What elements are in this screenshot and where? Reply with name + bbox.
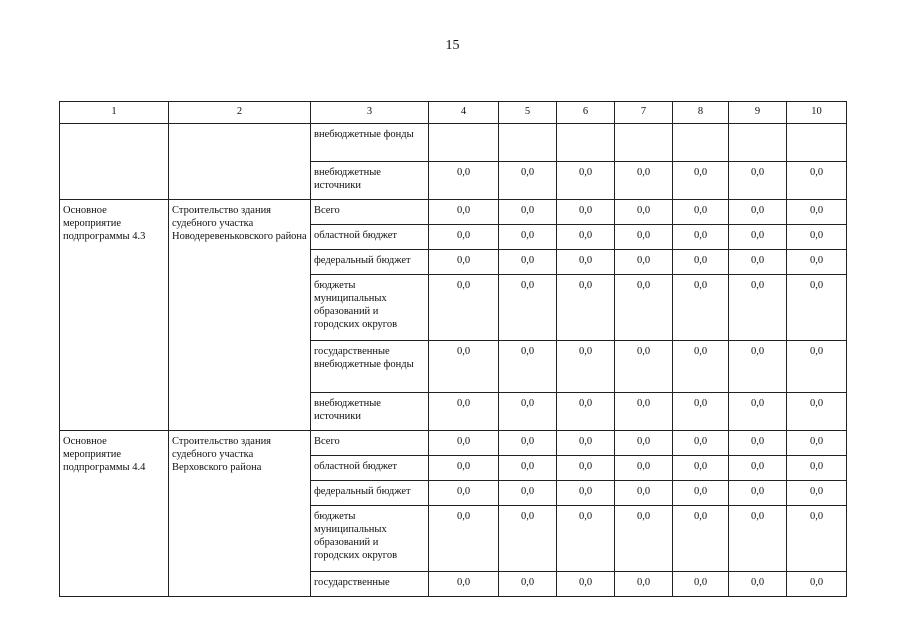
value-cell: 0,0 [787, 481, 847, 506]
table-row [60, 124, 847, 162]
measure-cell: Основное мероприятие подпрограммы 4.4 [60, 431, 169, 597]
value-cell: 0,0 [615, 481, 673, 506]
value-cell: 0,0 [673, 456, 729, 481]
value-cell: 0,0 [429, 225, 499, 250]
funding-source-cell: государственные [311, 572, 429, 597]
column-header: 8 [673, 102, 729, 124]
column-header: 9 [729, 102, 787, 124]
value-cell: 0,0 [787, 275, 847, 341]
budget-table [59, 101, 847, 597]
value-cell: 0,0 [429, 341, 499, 393]
value-cell: 0,0 [557, 393, 615, 431]
value-cell: 0,0 [499, 393, 557, 431]
value-cell: 0,0 [615, 250, 673, 275]
value-cell [499, 124, 557, 162]
value-cell: 0,0 [729, 250, 787, 275]
value-cell: 0,0 [499, 456, 557, 481]
value-cell: 0,0 [787, 250, 847, 275]
value-cell: 0,0 [557, 225, 615, 250]
funding-source-cell: областной бюджет [311, 456, 429, 481]
value-cell: 0,0 [787, 200, 847, 225]
value-cell: 0,0 [673, 393, 729, 431]
value-cell: 0,0 [557, 341, 615, 393]
header-row [60, 102, 847, 124]
column-header: 4 [429, 102, 499, 124]
value-cell [615, 124, 673, 162]
value-cell: 0,0 [615, 162, 673, 200]
column-header: 7 [615, 102, 673, 124]
value-cell: 0,0 [673, 225, 729, 250]
value-cell: 0,0 [499, 200, 557, 225]
value-cell [429, 124, 499, 162]
value-cell: 0,0 [499, 341, 557, 393]
value-cell: 0,0 [787, 572, 847, 597]
description-cell: Строительство здания судебного участка Новодеревеньковского района [169, 200, 311, 431]
value-cell: 0,0 [557, 456, 615, 481]
value-cell: 0,0 [499, 572, 557, 597]
value-cell: 0,0 [429, 572, 499, 597]
column-header: 1 [60, 102, 169, 124]
funding-source-cell: федеральный бюджет [311, 481, 429, 506]
value-cell: 0,0 [673, 162, 729, 200]
value-cell: 0,0 [787, 431, 847, 456]
value-cell: 0,0 [729, 481, 787, 506]
value-cell: 0,0 [729, 341, 787, 393]
value-cell: 0,0 [429, 456, 499, 481]
value-cell: 0,0 [615, 572, 673, 597]
value-cell: 0,0 [673, 275, 729, 341]
value-cell: 0,0 [499, 506, 557, 572]
value-cell: 0,0 [429, 275, 499, 341]
value-cell: 0,0 [429, 506, 499, 572]
value-cell [557, 124, 615, 162]
funding-source-cell: бюджеты муниципальных образований и городских округов [311, 506, 429, 572]
funding-source-cell: Всего [311, 200, 429, 225]
value-cell: 0,0 [557, 481, 615, 506]
value-cell: 0,0 [557, 431, 615, 456]
value-cell: 0,0 [673, 506, 729, 572]
value-cell: 0,0 [429, 393, 499, 431]
value-cell: 0,0 [673, 481, 729, 506]
value-cell: 0,0 [787, 393, 847, 431]
value-cell: 0,0 [615, 275, 673, 341]
value-cell: 0,0 [615, 200, 673, 225]
value-cell: 0,0 [429, 431, 499, 456]
value-cell: 0,0 [729, 572, 787, 597]
value-cell: 0,0 [729, 393, 787, 431]
value-cell: 0,0 [673, 250, 729, 275]
table-row [60, 200, 847, 225]
funding-source-cell: внебюджетные источники [311, 393, 429, 431]
value-cell: 0,0 [673, 341, 729, 393]
value-cell: 0,0 [729, 275, 787, 341]
value-cell: 0,0 [557, 506, 615, 572]
description-cell: Строительство здания судебного участка Верховского района [169, 431, 311, 597]
value-cell [673, 124, 729, 162]
value-cell: 0,0 [787, 506, 847, 572]
table-row [60, 431, 847, 456]
value-cell: 0,0 [787, 162, 847, 200]
funding-source-cell: бюджеты муниципальных образований и городских округов [311, 275, 429, 341]
value-cell [729, 124, 787, 162]
value-cell: 0,0 [615, 506, 673, 572]
value-cell: 0,0 [429, 162, 499, 200]
value-cell: 0,0 [499, 162, 557, 200]
value-cell: 0,0 [557, 250, 615, 275]
value-cell: 0,0 [787, 456, 847, 481]
funding-source-cell: внебюджетные фонды [311, 124, 429, 162]
value-cell: 0,0 [499, 275, 557, 341]
column-header: 5 [499, 102, 557, 124]
value-cell: 0,0 [615, 456, 673, 481]
funding-source-cell: федеральный бюджет [311, 250, 429, 275]
value-cell: 0,0 [729, 225, 787, 250]
funding-source-cell: государственные внебюджетные фонды [311, 341, 429, 393]
value-cell: 0,0 [557, 275, 615, 341]
value-cell [787, 124, 847, 162]
value-cell: 0,0 [729, 431, 787, 456]
value-cell: 0,0 [729, 200, 787, 225]
value-cell: 0,0 [615, 225, 673, 250]
value-cell: 0,0 [787, 225, 847, 250]
value-cell: 0,0 [615, 341, 673, 393]
description-cell [169, 124, 311, 200]
funding-source-cell: внебюджетные источники [311, 162, 429, 200]
value-cell: 0,0 [499, 431, 557, 456]
column-header: 6 [557, 102, 615, 124]
measure-cell: Основное мероприятие подпрограммы 4.3 [60, 200, 169, 431]
value-cell: 0,0 [499, 225, 557, 250]
value-cell: 0,0 [615, 393, 673, 431]
measure-cell [60, 124, 169, 200]
value-cell: 0,0 [673, 431, 729, 456]
value-cell: 0,0 [673, 200, 729, 225]
value-cell: 0,0 [557, 200, 615, 225]
value-cell: 0,0 [729, 456, 787, 481]
value-cell: 0,0 [615, 431, 673, 456]
value-cell: 0,0 [429, 250, 499, 275]
value-cell: 0,0 [673, 572, 729, 597]
value-cell: 0,0 [729, 506, 787, 572]
funding-source-cell: Всего [311, 431, 429, 456]
funding-source-cell: областной бюджет [311, 225, 429, 250]
value-cell: 0,0 [499, 481, 557, 506]
value-cell: 0,0 [729, 162, 787, 200]
page-number: 15 [445, 38, 460, 53]
column-header: 2 [169, 102, 311, 124]
value-cell: 0,0 [429, 200, 499, 225]
value-cell: 0,0 [557, 162, 615, 200]
value-cell: 0,0 [557, 572, 615, 597]
column-header: 10 [787, 102, 847, 124]
value-cell: 0,0 [499, 250, 557, 275]
value-cell: 0,0 [787, 341, 847, 393]
value-cell: 0,0 [429, 481, 499, 506]
column-header: 3 [311, 102, 429, 124]
